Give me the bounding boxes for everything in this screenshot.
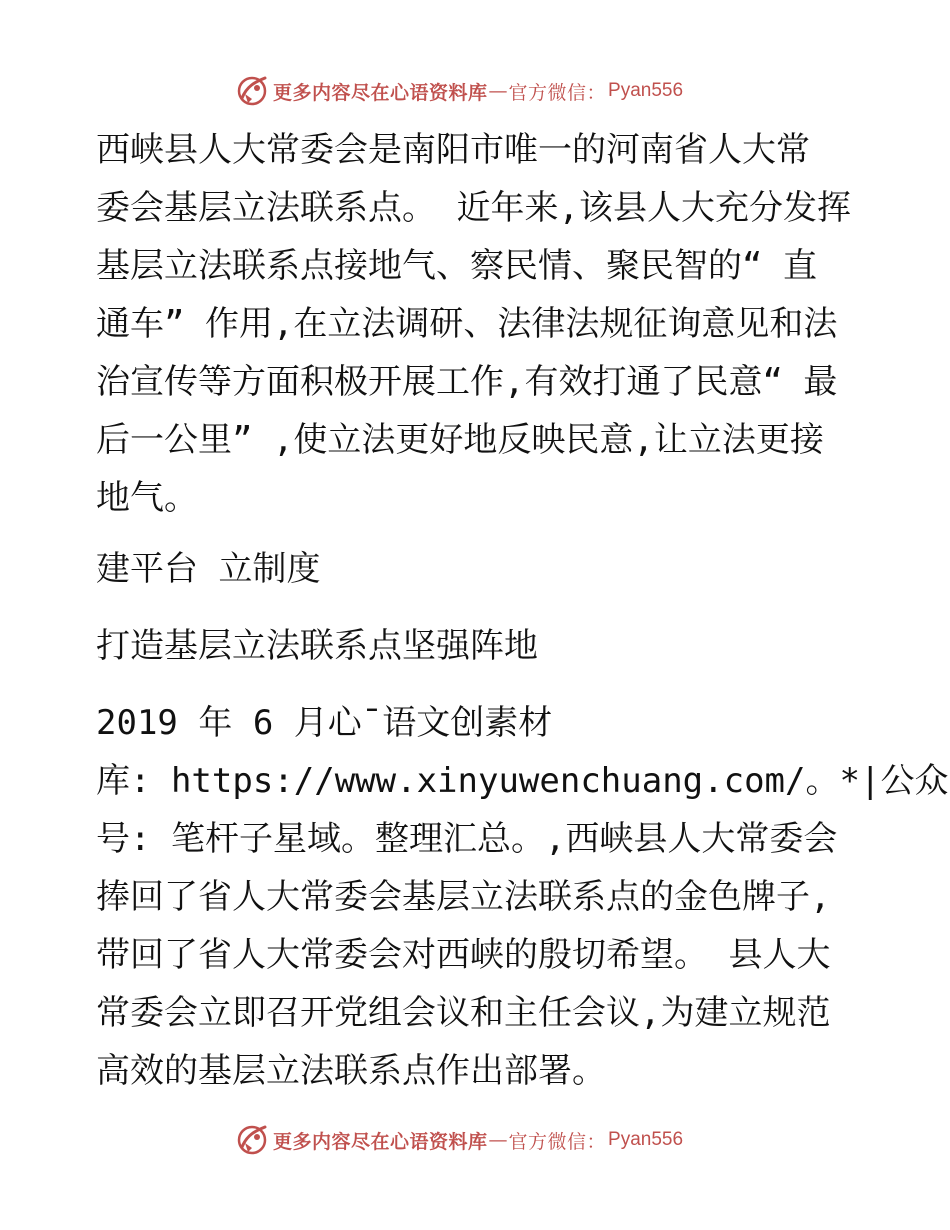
banner-wechat-label: 官方微信： [508, 81, 607, 104]
banner-main-text: 更多内容尽在心语资料库 [273, 81, 488, 104]
text-line: 库: https://www.xinyuwenchuang.com/。*|公众 [96, 761, 949, 801]
ink-brush-logo-icon [235, 74, 269, 108]
banner-wechat-id: Pyan556 [608, 1129, 684, 1150]
text-line: 常委会立即召开党组会议和主任会议,为建立规范 [96, 993, 831, 1033]
banner-separator: — [488, 80, 508, 102]
banner-separator: — [488, 1129, 508, 1151]
banner-main-text: 更多内容尽在心语资料库 [273, 1130, 488, 1153]
text-line: 西峡县人大常委会是南阳市唯一的河南省人大常 [96, 130, 810, 170]
section-heading-1 [96, 540, 866, 598]
heading-text: 打造基层立法联系点坚强阵地 [96, 626, 538, 666]
text-line: 号: 笔杆子星域。整理汇总。,西峡县人大常委会 [96, 819, 838, 859]
paragraph-2 [96, 694, 949, 1100]
text-line: 捧回了省人大常委会基层立法联系点的金色牌子, [96, 877, 831, 917]
text-line: 后一公里” ,使立法更好地反映民意,让立法更接 [96, 420, 824, 460]
banner-wechat-id: Pyan556 [608, 80, 684, 101]
text-line: 基层立法联系点接地气、察民情、聚民智的“ 直 [96, 246, 817, 286]
text-line: 治宣传等方面积极开展工作,有效打通了民意“ 最 [96, 362, 838, 402]
heading-text: 建平台 立制度 [96, 549, 321, 589]
text-line: 带回了省人大常委会对西峡的殷切希望。 县人大 [96, 935, 831, 975]
header-banner [235, 72, 683, 110]
text-line: 2019 年 6 月心¯语文创素材 [96, 703, 553, 743]
section-heading-2 [96, 617, 866, 675]
text-line: 地气。 [96, 478, 198, 518]
text-line: 高效的基层立法联系点作出部署。 [96, 1051, 606, 1091]
text-line: 委会基层立法联系点。 近年来,该县人大充分发挥 [96, 188, 851, 228]
footer-banner [235, 1121, 683, 1159]
ink-brush-logo-icon [235, 1123, 269, 1157]
banner-wechat-label: 官方微信： [508, 1130, 607, 1153]
text-line: 通车” 作用,在立法调研、法律法规征询意见和法 [96, 304, 838, 344]
paragraph-1 [96, 121, 866, 527]
